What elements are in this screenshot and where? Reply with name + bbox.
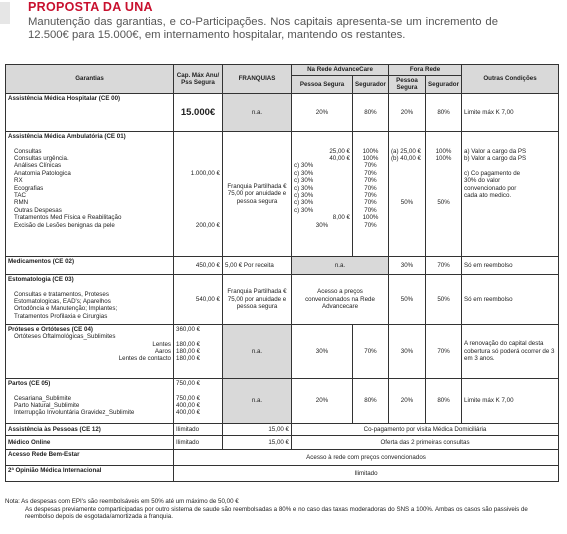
row-esto-fora-ps: 50% [389,274,426,324]
row-esto-rede: Acesso a preços convencionados na Rede Advancecare [292,274,389,324]
row-bemestar-name: Acesso Rede Bem-Estar [6,449,174,465]
row-pessoas-name: Assistência às Pessoas (CE 12) [6,423,174,435]
row-amb-name: Assistência Médica Ambulatória (CE 01) Consultas Consultas urgência. Análises Clínicas Anatomia Patologica RX Ecografias TAC RMN Outras Despesas Tratamentos Med Física e Reabilitação Excisão de Lesões benignas da pele [6,131,174,256]
table-row [6,256,559,274]
row-hosp-fora-ps: 20% [389,93,426,131]
row-partos-fora-seg: 80% [426,378,462,423]
row-opiniao-name: 2ª Opinião Médica Internacional [6,465,174,481]
row-amb-rede-ps: 25,00 € 40,00 € c) 30% c) 30% c) 30% c) 30% c) 30% c) 30% c) 30% 8,00 € 30% [292,131,353,256]
row-prot-fora-ps: 30% [389,324,426,378]
header-fora-segurador: Segurador [426,76,462,94]
row-partos-outras: Limite máx K 7,00 [462,378,559,423]
row-prot-rede-ps: 30% [292,324,353,378]
row-partos-rede-ps: 20% [292,378,353,423]
header-fora-rede: Fora Rede [389,65,462,76]
coverage-table-wrapper [5,64,558,482]
row-opiniao-span: Ilimitado [174,465,559,481]
row-amb-fora-ps: (a) 25,00 € (b) 40,00 € 50% [389,131,426,256]
row-hosp-franq: n.a. [223,93,292,131]
table-row [6,435,559,449]
row-partos-fora-ps: 20% [389,378,426,423]
title-accent-bar [0,2,10,24]
row-partos-rede-seg: 80% [353,378,389,423]
table-row [6,324,559,378]
header-na-rede: Na Rede AdvanceCare [292,65,389,76]
row-partos-cap: 750,00 € 750,00 € 400,00 € 400,00 € [174,378,223,423]
row-pessoas-span: Co-pagamento por visita Médica Domiciliária [292,423,559,435]
table-row [6,449,559,465]
row-esto-name: Estomatologia (CE 03) Consultas e tratamentos, Proteses Estomatologicas, EAD's; Aparelhos Ortodôncia e Manutenção; Implantes; Tratamentos Profilaxia e Cirurgias [6,274,174,324]
row-online-franq: 15,00 € [223,435,292,449]
row-med-rede: n.a. [292,256,389,274]
table-row [6,274,559,324]
header-rede-segurador: Segurador [353,76,389,94]
coverage-table [5,64,559,482]
row-med-cap: 450,00 € [174,256,223,274]
header-rede-pessoa-segura: Pessoa Segura [292,76,353,94]
row-prot-cap: 360,00 € 180,00 € 180,00 € 180,00 € [174,324,223,378]
row-bemestar-span: Acesso à rede com preços convencionados [174,449,559,465]
row-med-fora-seg: 70% [426,256,462,274]
header-cap-max: Cap. Máx Anu/ Pss Segura [174,65,223,94]
row-online-name: Médico Online [6,435,174,449]
row-amb-outras: a) Valor a cargo da PS b) Valor a cargo da PS c) Co pagamento de 30% do valor convencionado por cada ato medico. [462,131,559,256]
header-garantias: Garantias [6,65,174,94]
row-med-franq: 5,00 € Por receita [223,256,292,274]
row-esto-fora-seg: 50% [426,274,462,324]
row-pessoas-cap: Ilimitado [174,423,223,435]
row-partos-name: Partos (CE 05) Cesariana_Sublimite Parto Natural_Sublimite Interrupção Involuntária Gravidez_Sublimite [6,378,174,423]
row-prot-name: Próteses e Ortóteses (CE 04) Ortóteses Oftalmológicas_Sublimites Lentes Aaros Lentes de contacto [6,324,174,378]
footnote [5,498,558,521]
row-esto-franq: Franquia Partilhada € 75,00 por anuidade e pessoa segura [223,274,292,324]
row-online-span: Oferta das 2 primeiras consultas [292,435,559,449]
row-med-fora-ps: 30% [389,256,426,274]
row-amb-franq: Franquia Partilhada € 75,00 por anuidade e pessoa segura [223,131,292,256]
row-prot-fora-seg: 70% [426,324,462,378]
row-esto-outras: Só em reembolso [462,274,559,324]
table-row [6,131,559,256]
row-amb-cap: 1.000,00 € 200,00 € [174,131,223,256]
footnote-line-2: As despesas previamente comparticipadas por outro sistema de saude são reembolsadas a 80% e no caso das taxas moderadoras do SNS a 100%. Ambas os casos são passiveis de reembolso depois de esgotada/amortizada a franquia. [25,505,528,521]
header-franquias: FRANQUIAS [223,65,292,94]
table-row [6,423,559,435]
table-row [6,465,559,481]
row-hosp-rede-seg: 80% [353,93,389,131]
table-row [6,93,559,131]
table-row [6,378,559,423]
row-med-outras: Só em reembolso [462,256,559,274]
header-outras: Outras Condições [462,65,559,94]
footnote-line-1: Nota: As despesas com EPI's são reembolsáveis em 50% até um máximo de 50,00 € [5,498,239,505]
row-esto-cap: 540,00 € [174,274,223,324]
row-amb-fora-seg: 100% 100% 50% [426,131,462,256]
row-partos-franq: n.a. [223,378,292,423]
page-title: PROPOSTA DA UNA [28,0,153,14]
header-fora-pessoa-segura: Pessoa Segura [389,76,426,94]
row-prot-rede-seg: 70% [353,324,389,378]
intro-paragraph: Manutenção das garantias, e co-Participações. Nos capitais apresenta-se um incremento de 12.500€ para 15.000€, em internamento hospitalar, mantendo os restantes. [28,16,498,41]
row-prot-franq: n.a. [223,324,292,378]
row-prot-outras: A renovação do capital desta cobertura só poderá ocorrer de 3 em 3 anos. [462,324,559,378]
row-hosp-fora-seg: 80% [426,93,462,131]
row-pessoas-franq: 15,00 € [223,423,292,435]
row-amb-rede-seg: 100% 100% 70% 70% 70% 70% 70% 70% 70% 100% 70% [353,131,389,256]
row-med-name: Medicamentos (CE 02) [6,256,174,274]
row-hosp-cap: 15.000€ [174,93,223,131]
row-hosp-outras: Limite máx K 7,00 [462,93,559,131]
row-hosp-name: Assistência Médica Hospitalar (CE 00) [6,93,174,131]
row-hosp-rede-ps: 20% [292,93,353,131]
row-online-cap: Ilimitado [174,435,223,449]
